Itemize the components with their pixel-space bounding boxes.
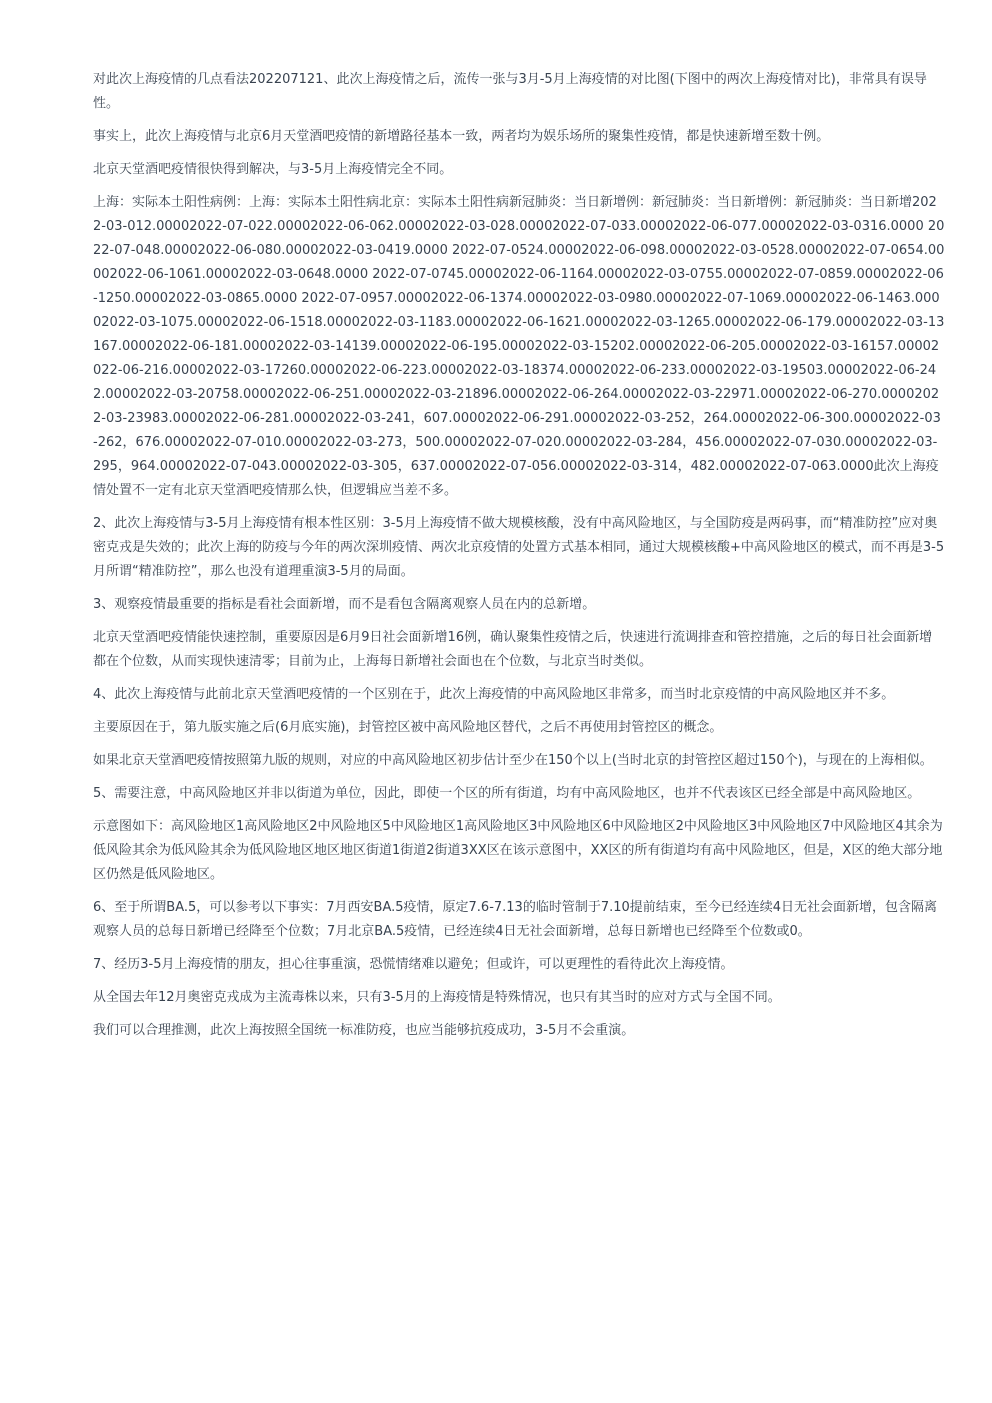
paragraph-fact: 事实上，此次上海疫情与北京6月天堂酒吧疫情的新增路径基本一致，两者均为娱乐场所的聚集性疫情，都是快速新增至数十例。 (93, 129, 830, 144)
paragraph-point-4: 4、此次上海疫情与此前北京天堂酒吧疫情的一个区别在于，此次上海疫情的中高风险地区非常多，而当时北京疫情的中高风险地区并不多。 (93, 687, 895, 702)
paragraph-beijing-resolved: 北京天堂酒吧疫情很快得到解决，与3-5月上海疫情完全不同。 (93, 162, 453, 177)
paragraph-ninth-edition: 如果北京天堂酒吧疫情按照第九版的规则，对应的中高风险地区初步估计至少在150个以上(当时北京的封管控区超过150个)，与现在的上海相似。 (93, 753, 933, 768)
paragraph-point-6: 6、至于所谓BA.5，可以参考以下事实：7月西安BA.5疫情，原定7.6-7.13的临时管制于7.10提前结束，至今已经连续4日无社会面新增，包含隔离观察人员的总每日新增已经降至个位数；7月北京BA.5疫情，已经连续4日无社会面新增，总每日新增也已经降至个位数或0。 (93, 900, 938, 939)
paragraph-point-5: 5、需要注意，中高风险地区并非以街道为单位，因此，即使一个区的所有街道，均有中高风险地区，也并不代表该区已经全部是中高风险地区。 (93, 786, 921, 801)
paragraph-national: 从全国去年12月奥密克戎成为主流毒株以来，只有3-5月的上海疫情是特殊情况，也只有其当时的应对方式与全国不同。 (93, 990, 781, 1005)
paragraph-point-7: 7、经历3-5月上海疫情的朋友，担心往事重演，恐慌情绪难以避免；但或许，可以更理性的看待此次上海疫情。 (93, 957, 734, 972)
paragraph-diagram-text: 示意图如下：高风险地区1高风险地区2中风险地区5中风险地区1高风险地区3中风险地区6中风险地区2中风险地区3中风险地区7中风险地区4其余为低风险其余为低风险其余为低风险地区地区地区街道1街道2街道3XX区在该示意图中，XX区的所有街道均有高中风险地区，但是，X区的绝大部分地区仍然是低风险地区。 (93, 819, 943, 882)
paragraph-point-2: 2、此次上海疫情与3-5月上海疫情有根本性区别：3-5月上海疫情不做大规模核酸，没有中高风险地区，与全国防疫是两码事，而“精准防控”应对奥密克戎是失效的；此次上海的防疫与今年的两次深圳疫情、两次北京疫情的处置方式基本相同，通过大规模核酸+中高风险地区的模式，而不再是3-5月所谓“精准防控”，那么也没有道理重演3-5月的局面。 (93, 516, 945, 579)
paragraph-data-table-text: 上海：实际本土阳性病例：上海：实际本土阳性病北京：实际本土阳性病新冠肺炎：当日新增例：新冠肺炎：当日新增例：新冠肺炎：当日新增2022-03-012.00002022-07-022.00002022-06-062.00002022-03-028.00002022-07-033.00002022-06-077.00002022-03-0316.0000 2022-07-048.00002022-06-080.00002022-03-0419.0000 2022-07-0524.00002022-06-098.00002022-03-0528.00002022-07-0654.00002022-06-1061.00002022-03-0648.0000 2022-07-0745.00002022-06-1164.00002022-03-0755.00002022-07-0859.00002022-06-1250.00002022-03-0865.0000 2022-07-0957.00002022-06-1374.00002022-03-0980.00002022-07-1069.00002022-06-1463.00002022-03-1075.00002022-06-1518.00002022-03-1183.00002022-06-1621.00002022-03-1265.00002022-06-179.00002022-03-13167.00002022-06-181.00002022-03-14139.00002022-06-195.00002022-03-15202.00002022-06-205.00002022-03-16157.00002022-06-216.00002022-03-17260.00002022-06-223.00002022-03-18374.00002022-06-233.00002022-03-19503.00002022-06-242.00002022-03-20758.00002022-06-251.00002022-03-21896.00002022-06-264.00002022-03-22971.00002022-06-270.00002022-03-23983.00002022-06-281.00002022-03-241，607.00002022-06-291.00002022-03-252，264.00002022-06-300.00002022-03-262，676.00002022-07-010.00002022-03-273，500.00002022-07-020.00002022-03-284，456.00002022-07-030.00002022-03-295，964.00002022-07-043.00002022-03-305，637.00002022-07-056.00002022-03-314，482.00002022-07-063.0000此次上海疫情处置不一定有北京天堂酒吧疫情那么快，但逻辑应当差不多。 (93, 195, 945, 498)
paragraph-intro: 对此次上海疫情的几点看法202207121、此次上海疫情之后，流传一张与3月-5月上海疫情的对比图(下图中的两次上海疫情对比)，非常具有误导性。 (93, 72, 927, 111)
document-page (93, 68, 945, 1052)
paragraph-conclusion: 我们可以合理推测，此次上海按照全国统一标准防疫，也应当能够抗疫成功，3-5月不会重演。 (93, 1023, 635, 1038)
paragraph-beijing-control: 北京天堂酒吧疫情能快速控制，重要原因是6月9日社会面新增16例，确认聚集性疫情之后，快速进行流调排查和管控措施，之后的每日社会面新增都在个位数，从而实现快速清零；目前为止，上海每日新增社会面也在个位数，与北京当时类似。 (93, 630, 933, 669)
paragraph-main-reason: 主要原因在于，第九版实施之后(6月底实施)，封管控区被中高风险地区替代，之后不再使用封管控区的概念。 (93, 720, 723, 735)
paragraph-point-3: 3、观察疫情最重要的指标是看社会面新增，而不是看包含隔离观察人员在内的总新增。 (93, 597, 596, 612)
